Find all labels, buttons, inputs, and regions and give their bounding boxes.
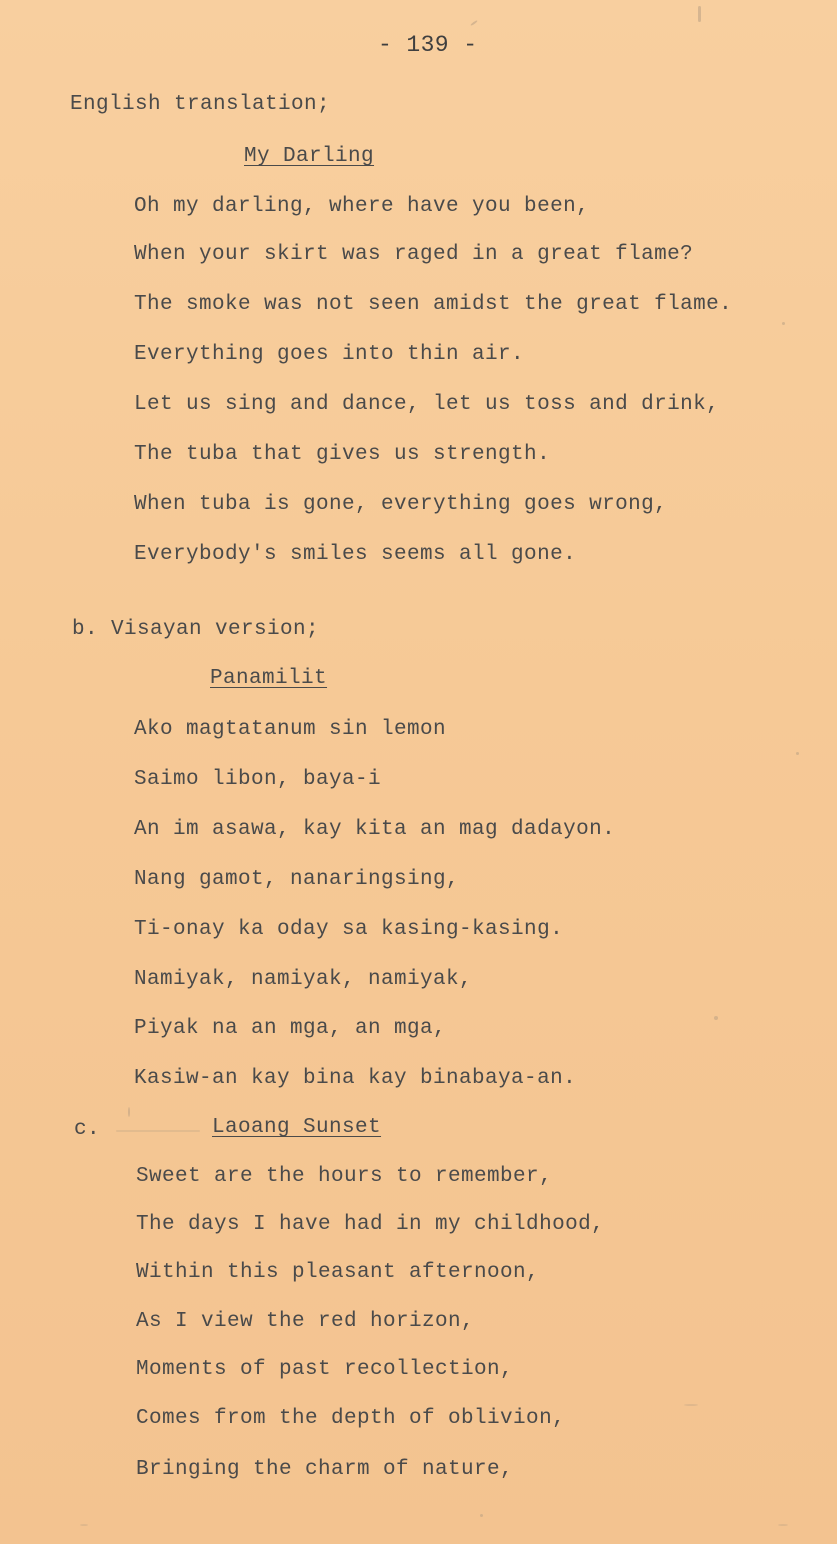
paper-speck [470,20,478,26]
section-c-label: c. [74,1118,101,1141]
verse-line: The days I have had in my childhood, [136,1213,605,1236]
paper-speck [714,1016,718,1020]
verse-line: Moments of past recollection, [136,1358,514,1381]
paper-smudge [116,1130,200,1132]
paper-speck [782,322,785,325]
verse-line: Namiyak, namiyak, namiyak, [134,968,473,991]
verse-line: An im asawa, kay kita an mag dadayon. [134,818,616,841]
verse-line: Ti-onay ka oday sa kasing-kasing. [134,918,564,941]
verse-line: Within this pleasant afternoon, [136,1261,540,1284]
paper-speck [480,1514,483,1517]
paper-speck [128,1107,130,1117]
paper-speck [698,6,701,22]
verse-line: As I view the red horizon, [136,1310,475,1333]
verse-line: Comes from the depth of oblivion, [136,1407,566,1430]
verse-line: The tuba that gives us strength. [134,443,551,466]
my-darling-title: My Darling [244,145,375,168]
paper-speck [778,1524,788,1526]
verse-line: Nang gamot, nanaringsing, [134,868,460,891]
panamilit-title: Panamilit [210,667,328,690]
verse-line: Let us sing and dance, let us toss and drink, [134,393,720,416]
verse-line: Ako magtatanum sin lemon [134,718,447,741]
paper-speck [80,1524,88,1526]
visayan-version-heading: b. Visayan version; [72,618,320,641]
verse-line: Everybody's smiles seems all gone. [134,543,577,566]
verse-line: The smoke was not seen amidst the great flame. [134,293,733,316]
page-number: - 139 - [378,32,478,58]
verse-line: When your skirt was raged in a great flame? [134,243,694,266]
laoang-sunset-title: Laoang Sunset [212,1116,382,1139]
verse-line: Saimo libon, baya-i [134,768,382,791]
verse-line: Sweet are the hours to remember, [136,1165,553,1188]
verse-line: Oh my darling, where have you been, [134,195,590,218]
english-translation-heading: English translation; [70,93,331,116]
verse-line: When tuba is gone, everything goes wrong, [134,493,668,516]
verse-line: Piyak na an mga, an mga, [134,1017,447,1040]
paper-speck [796,752,799,755]
verse-line: Everything goes into thin air. [134,343,525,366]
verse-line: Bringing the charm of nature, [136,1458,514,1481]
verse-line: Kasiw-an kay bina kay binabaya-an. [134,1067,577,1090]
paper-speck [684,1404,698,1406]
